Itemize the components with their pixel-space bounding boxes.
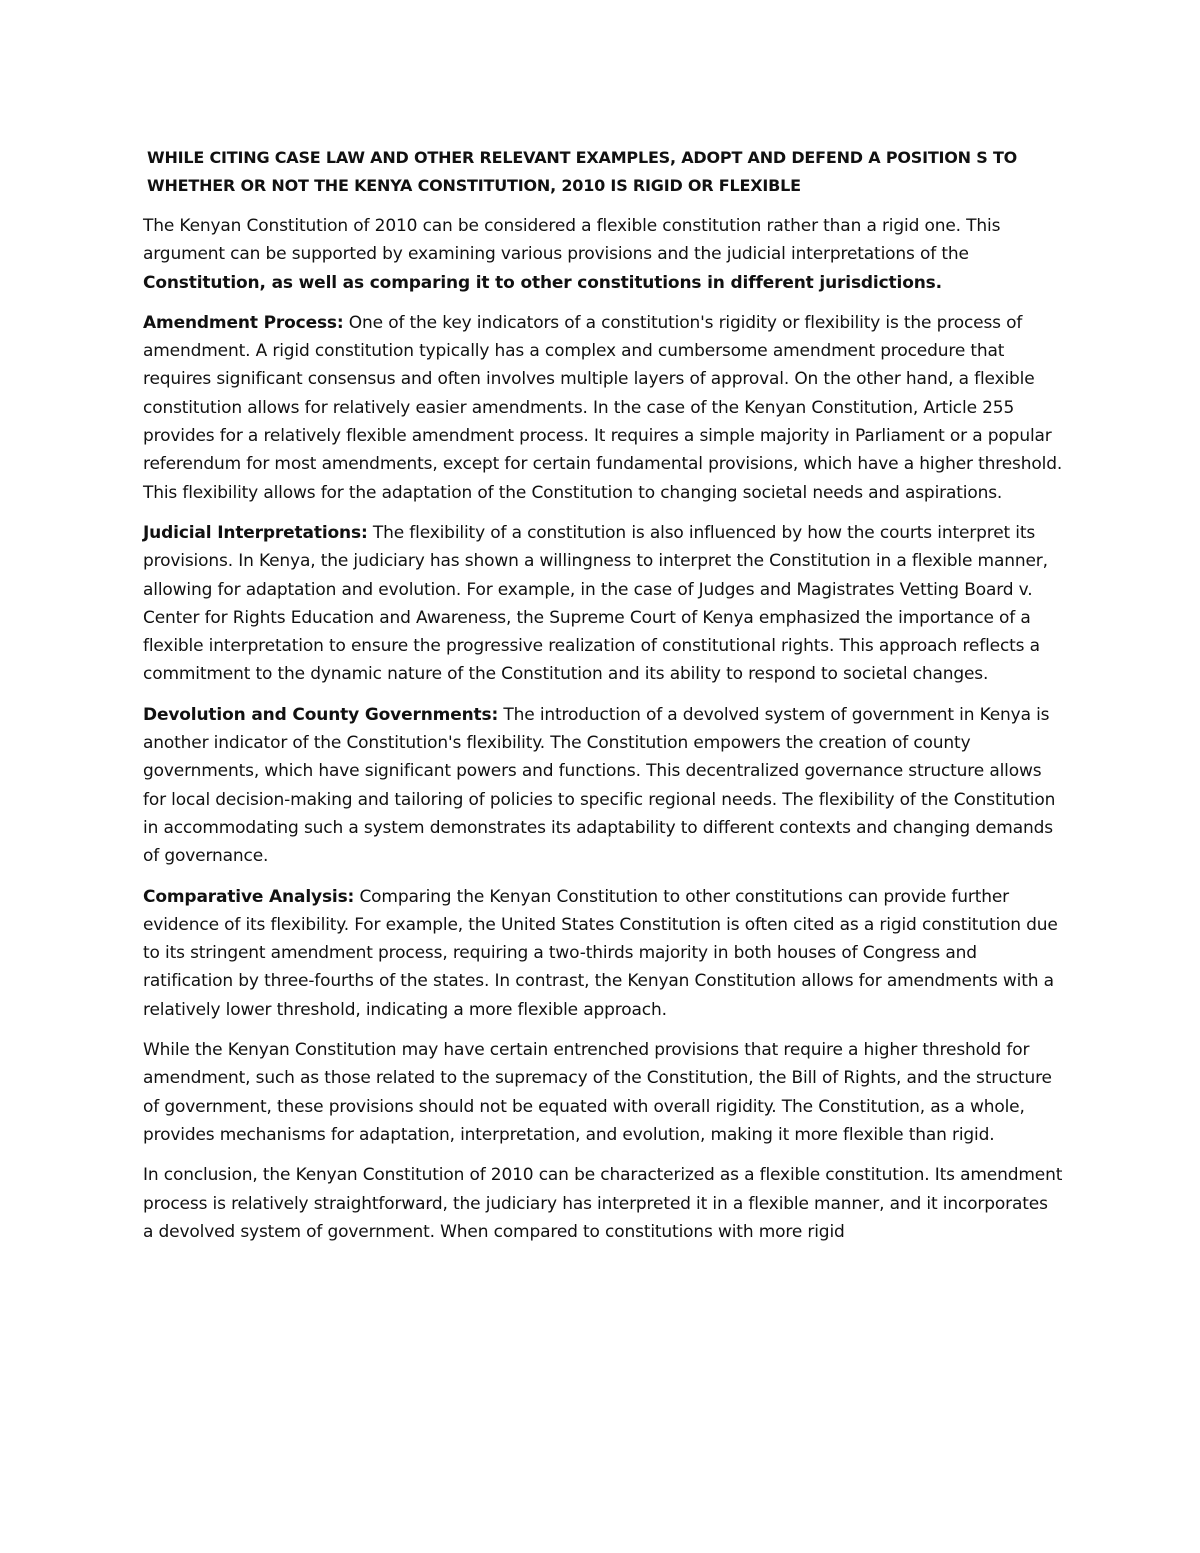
section-amendment-process bbox=[143, 309, 1063, 507]
intro-bold-tail: Constitution, as well as comparing it to other constitutions in different jurisdictions. bbox=[143, 272, 942, 293]
section-text: Comparing the Kenyan Constitution to other constitutions can provide further evidence of its flexibility. For example, the United States Constitution is often cited as a rigid constitution due to its stringent amendment process, requiring a two-thirds majority in both houses of Congress and ratification by three-fourths of the states. In contrast, the Kenyan Constitution allows for amendments with a relatively lower threshold, indicating a more flexible approach. bbox=[143, 886, 1058, 1020]
section-heading: Comparative Analysis: bbox=[143, 886, 355, 907]
document-body bbox=[143, 144, 1063, 1246]
intro-paragraph bbox=[143, 212, 1063, 297]
entrenched-provisions-paragraph: While the Kenyan Constitution may have certain entrenched provisions that require a higher threshold for amendment, such as those related to the supremacy of the Constitution, the Bill of Rights, and the structure of government, these provisions should not be equated with overall rigidity. The Constitution, as a whole, provides mechanisms for adaptation, interpretation, and evolution, making it more flexible than rigid. bbox=[143, 1040, 1052, 1145]
section-text: The flexibility of a constitution is also influenced by how the courts interpret its provisions. In Kenya, the judiciary has shown a willingness to interpret the Constitution in a flexible manner, allowing for adaptation and evolution. For example, in the case of Judges and Magistrates Vetting Board v. Center for Rights Education and Awareness, the Supreme Court of Kenya emphasized the importance of a flexible interpretation to ensure the progressive realization of constitutional rights. This approach reflects a commitment to the dynamic nature of the Constitution and its ability to respond to societal changes. bbox=[143, 522, 1048, 685]
section-heading: Devolution and County Governments: bbox=[143, 704, 499, 725]
section-text: One of the key indicators of a constitution's rigidity or flexibility is the process of amendment. A rigid constitution typically has a complex and cumbersome amendment procedure that requires significant consensus and often involves multiple layers of approval. On the other hand, a flexible constitution allows for relatively easier amendments. In the case of the Kenyan Constitution, Article 255 provides for a relatively flexible amendment process. It requires a simple majority in Parliament or a popular referendum for most amendments, except for certain fundamental provisions, which have a higher threshold. This flexibility allows for the adaptation of the Constitution to changing societal needs and aspirations. bbox=[143, 312, 1063, 503]
section-judicial-interpretations bbox=[143, 519, 1063, 689]
section-comparative-analysis bbox=[143, 883, 1063, 1024]
section-heading: Judicial Interpretations: bbox=[143, 522, 368, 543]
section-heading: Amendment Process: bbox=[143, 312, 344, 333]
section-text: The introduction of a devolved system of government in Kenya is another indicator of the Constitution's flexibility. The Constitution empowers the creation of county governments, which have significant powers and functions. This decentralized governance structure allows for local decision-making and tailoring of policies to specific regional needs. The flexibility of the Constitution in accommodating such a system demonstrates its adaptability to different contexts and changing demands of governance. bbox=[143, 704, 1056, 867]
intro-text: The Kenyan Constitution of 2010 can be considered a flexible constitution rather than a rigid one. This argument can be supported by examining various provisions and the judicial interpretations of the bbox=[143, 216, 1001, 265]
section-devolution bbox=[143, 701, 1063, 871]
conclusion-paragraph: In conclusion, the Kenyan Constitution of 2010 can be characterized as a flexible constitution. Its amendment process is relatively straightforward, the judiciary has interpreted it in a flexible manner, and it incorporates a devolved system of government. When compared to constitutions with more rigid bbox=[143, 1165, 1063, 1242]
document-title: WHILE CITING CASE LAW AND OTHER RELEVANT EXAMPLES, ADOPT AND DEFEND A POSITION S TO WHETHER OR NOT THE KENYA CONSTITUTION, 2010 IS RIGID OR FLEXIBLE bbox=[147, 148, 1018, 195]
